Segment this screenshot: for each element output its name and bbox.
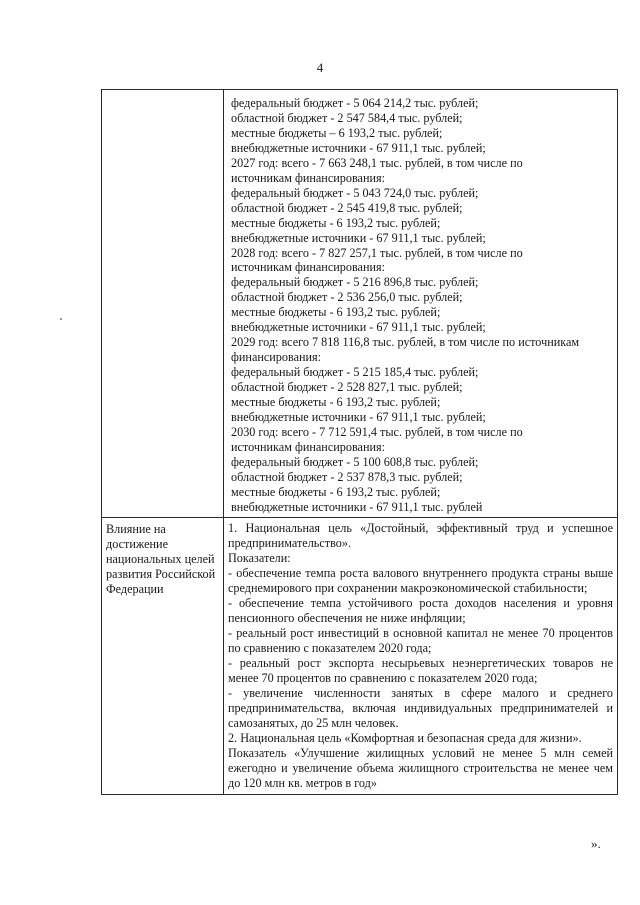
indicator-investment: - реальный рост инвестиций в основной капитал не менее 70 процентов по сравнению с показателем 2020 года; — [228, 626, 613, 656]
indicator-sme: - увеличение численности занятых в сфере малого и среднего предпринимательства, включая индивидуальных предпринимателей и самозанятых, до 25 млн человек. — [228, 686, 613, 731]
financing-line: источникам финансирования: — [231, 170, 385, 185]
indicator-income: - обеспечение темпа устойчивого роста доходов населения и уровня пенсионного обеспечения не ниже инфляции; — [228, 595, 613, 625]
financing-line: внебюджетные источники - 67 911,1 тыс. рублей — [231, 499, 483, 514]
impact-row — [102, 517, 618, 794]
financing-value-cell — [224, 90, 618, 518]
financing-line: областной бюджет - 2 537 878,3 тыс. рублей; — [231, 469, 463, 484]
financing-line: 2029 год: всего 7 818 116,8 тыс. рублей, в том числе по источникам — [231, 335, 580, 350]
financing-line: 2028 год: всего - 7 827 257,1 тыс. рублей, в том числе по — [231, 245, 523, 260]
page-number: 4 — [316, 60, 324, 75]
financing-line: федеральный бюджет - 5 100 608,8 тыс. рублей; — [231, 454, 479, 469]
financing-line: федеральный бюджет - 5 216 896,8 тыс. рублей; — [231, 275, 479, 290]
financing-line: источникам финансирования: — [231, 260, 385, 275]
impact-value-cell — [224, 517, 618, 794]
financing-line: внебюджетные источники - 67 911,1 тыс. рублей; — [231, 140, 486, 155]
goal-2-indicator: Показатель «Улучшение жилищных условий не менее 5 млн семей ежегодно и увеличение объема жилищного строительства не менее чем до 120 млн кв. метров в год» — [228, 746, 613, 791]
closing-quote: ». — [591, 836, 601, 851]
financing-line: местные бюджеты - 6 193,2 тыс. рублей; — [231, 305, 441, 320]
financing-line: областной бюджет - 2 536 256,0 тыс. рублей; — [231, 290, 463, 305]
financing-lines — [224, 90, 617, 517]
financing-line: федеральный бюджет - 5 064 214,2 тыс. рублей; — [231, 96, 479, 110]
financing-row — [102, 90, 618, 518]
financing-line: местные бюджеты - 6 193,2 тыс. рублей; — [231, 395, 441, 410]
financing-label-cell — [102, 90, 224, 518]
financing-line: областной бюджет - 2 547 584,4 тыс. рублей; — [231, 110, 463, 125]
indicator-gdp: - обеспечение темпа роста валового внутреннего продукта страны выше среднемирового при сохранении макроэкономической стабильности; — [228, 565, 613, 595]
financing-line: областной бюджет - 2 528 827,1 тыс. рублей; — [231, 380, 463, 395]
financing-line: 2027 год: всего - 7 663 248,1 тыс. рублей, в том числе по — [231, 155, 523, 170]
impact-label: Влияние на достижение национальных целей развития Российской Федерации — [106, 521, 216, 596]
financing-line: федеральный бюджет - 5 215 185,4 тыс. рублей; — [231, 365, 479, 380]
financing-line: местные бюджеты - 6 193,2 тыс. рублей; — [231, 484, 441, 499]
goal-2-title: 2. Национальная цель «Комфортная и безопасная среда для жизни». — [228, 731, 582, 746]
goal-1-indicators-heading: Показатели: — [228, 550, 291, 565]
indicator-export: - реальный рост экспорта несырьевых неэнергетических товаров не менее 70 процентов по сравнению с показателем 2020 года; — [228, 656, 613, 686]
impact-text — [224, 518, 617, 794]
financing-line: 2030 год: всего - 7 712 591,4 тыс. рублей, в том числе по — [231, 424, 523, 439]
financing-line: внебюджетные источники - 67 911,1 тыс. рублей; — [231, 320, 486, 335]
goal-1-title: 1. Национальная цель «Достойный, эффективный труд и успешное предпринимательство». — [228, 520, 613, 550]
financing-line: местные бюджеты – 6 193,2 тыс. рублей; — [231, 125, 443, 140]
financing-line: областной бюджет - 2 545 419,8 тыс. рублей; — [231, 200, 463, 215]
financing-line: внебюджетные источники - 67 911,1 тыс. рублей; — [231, 230, 486, 245]
impact-label-cell — [102, 517, 224, 794]
financing-line: внебюджетные источники - 67 911,1 тыс. рублей; — [231, 410, 486, 425]
financing-line: местные бюджеты - 6 193,2 тыс. рублей; — [231, 215, 441, 230]
financing-line: финансирования: — [231, 350, 322, 365]
scan-speck — [60, 318, 62, 320]
financing-line: федеральный бюджет - 5 043 724,0 тыс. рублей; — [231, 185, 479, 200]
passport-table — [101, 89, 618, 795]
financing-line: источникам финансирования: — [231, 439, 385, 454]
